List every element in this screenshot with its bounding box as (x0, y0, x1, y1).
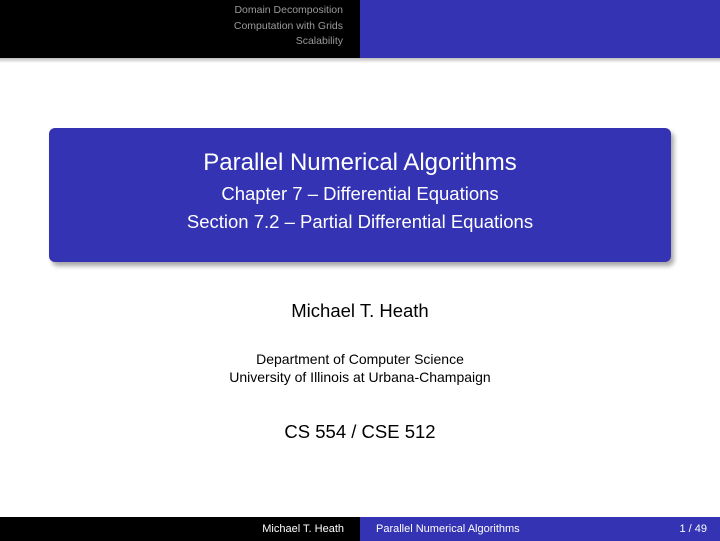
author-name: Michael T. Heath (291, 300, 429, 321)
footer-author-block (0, 517, 360, 541)
footer-page-number: 1 / 49 (679, 523, 707, 535)
presentation-title: Parallel Numerical Algorithms (203, 149, 517, 176)
institute-university: University of Illinois at Urbana-Champaign (229, 369, 491, 385)
footer-bar (0, 517, 720, 541)
subtitle-chapter: Chapter 7 – Differential Equations (221, 183, 499, 204)
course-code: CS 554 / CSE 512 (284, 421, 436, 442)
header-shadow (0, 58, 720, 63)
footer-title[interactable]: Parallel Numerical Algorithms (376, 523, 520, 535)
header-bar (0, 0, 720, 58)
footer-title-block (360, 517, 720, 541)
nav-item-domain-decomposition[interactable]: Domain Decomposition (234, 4, 343, 16)
institute-department: Department of Computer Science (256, 351, 464, 367)
nav-item-computation-with-grids[interactable]: Computation with Grids (233, 19, 343, 32)
institute (0, 350, 720, 386)
nav-item-scalability[interactable]: Scalability (295, 35, 343, 47)
footer-author[interactable]: Michael T. Heath (262, 523, 344, 535)
subtitle-section: Section 7.2 – Partial Differential Equations (186, 211, 534, 232)
title-block (49, 128, 671, 262)
section-nav (0, 0, 360, 58)
header-accent-block (360, 0, 720, 58)
